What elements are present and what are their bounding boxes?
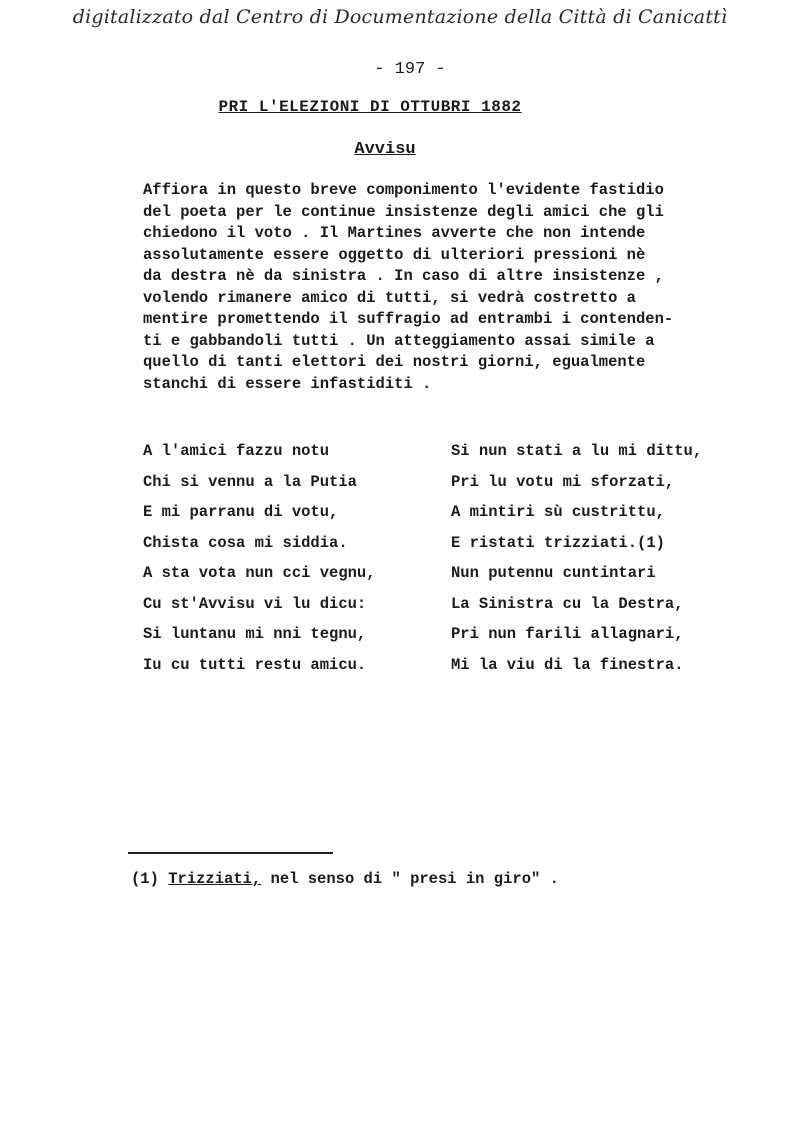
poem-verse: E ristati trizziati.(1): [451, 533, 665, 552]
poem-verse: Cu st'Avvisu vi lu dicu:: [143, 594, 367, 613]
poem-verse: Si nun stati a lu mi dittu,: [451, 442, 703, 460]
poem-verse: La Sinistra cu la Destra,: [451, 594, 684, 613]
poem-subtitle: Avvisu: [354, 140, 416, 159]
poem-verse: Chi si vennu a la Putia: [143, 472, 357, 491]
poem-title: PRI L'ELEZIONI DI OTTUBRI 1882: [218, 98, 522, 116]
footnote-divider: [128, 852, 333, 854]
poem-stanza-right: [451, 436, 751, 680]
poem-verse: Nun putennu cuntintari: [451, 564, 656, 582]
poem-verse: E mi parranu di votu,: [143, 503, 339, 521]
footnote-text: nel senso di " presi in giro" .: [270, 870, 559, 888]
poem-verse: Chista cosa mi siddia.: [143, 533, 348, 552]
poem-verse: Iu cu tutti restu amicu.: [143, 655, 367, 674]
poem-verse: Mi la viu di la finestra.: [451, 655, 684, 674]
intro-line: stanchi di essere infastiditi .: [143, 374, 432, 393]
intro-line: chiedono il voto . Il Martines avverte che non intende: [143, 224, 646, 242]
poem-verse: A sta vota nun cci vegnu,: [143, 564, 376, 582]
intro-line: ti e gabbandoli tutti . Un atteggiamento assai simile a: [143, 331, 655, 350]
intro-line: Affiora in questo breve componimento l'evidente fastidio: [143, 181, 664, 199]
intro-line: del poeta per le continue insistenze degli amici che gli: [143, 202, 664, 221]
footnote-term: Trizziati,: [168, 870, 262, 888]
intro-paragraph: [143, 180, 763, 395]
digitization-watermark: digitalizzato dal Centro di Documentazione della Città di Canicattì: [72, 6, 728, 28]
poem-verse: A mintiri sù custrittu,: [451, 503, 665, 521]
intro-line: da destra nè da sinistra . In caso di altre insistenze ,: [143, 267, 664, 285]
intro-line: mentire promettendo il suffragio ad entrambi i contenden-: [143, 310, 674, 328]
intro-line: quello di tanti elettori dei nostri giorni, egualmente: [143, 353, 646, 371]
poem-verse: Pri nun farili allagnari,: [451, 625, 684, 643]
poem-verse: Si luntanu mi nni tegnu,: [143, 625, 367, 643]
intro-line: assolutamente essere oggetto di ulteriori pressioni nè: [143, 245, 646, 264]
intro-line: volendo rimanere amico di tutti, si vedrà costretto a: [143, 288, 636, 307]
page-number: - 197 -: [374, 60, 446, 79]
footnote: [131, 870, 731, 888]
poem-verse: Pri lu votu mi sforzati,: [451, 472, 675, 491]
poem-verse: A l'amici fazzu notu: [143, 442, 330, 460]
poem-stanza-left: [143, 436, 443, 680]
footnote-marker: (1): [131, 870, 159, 888]
